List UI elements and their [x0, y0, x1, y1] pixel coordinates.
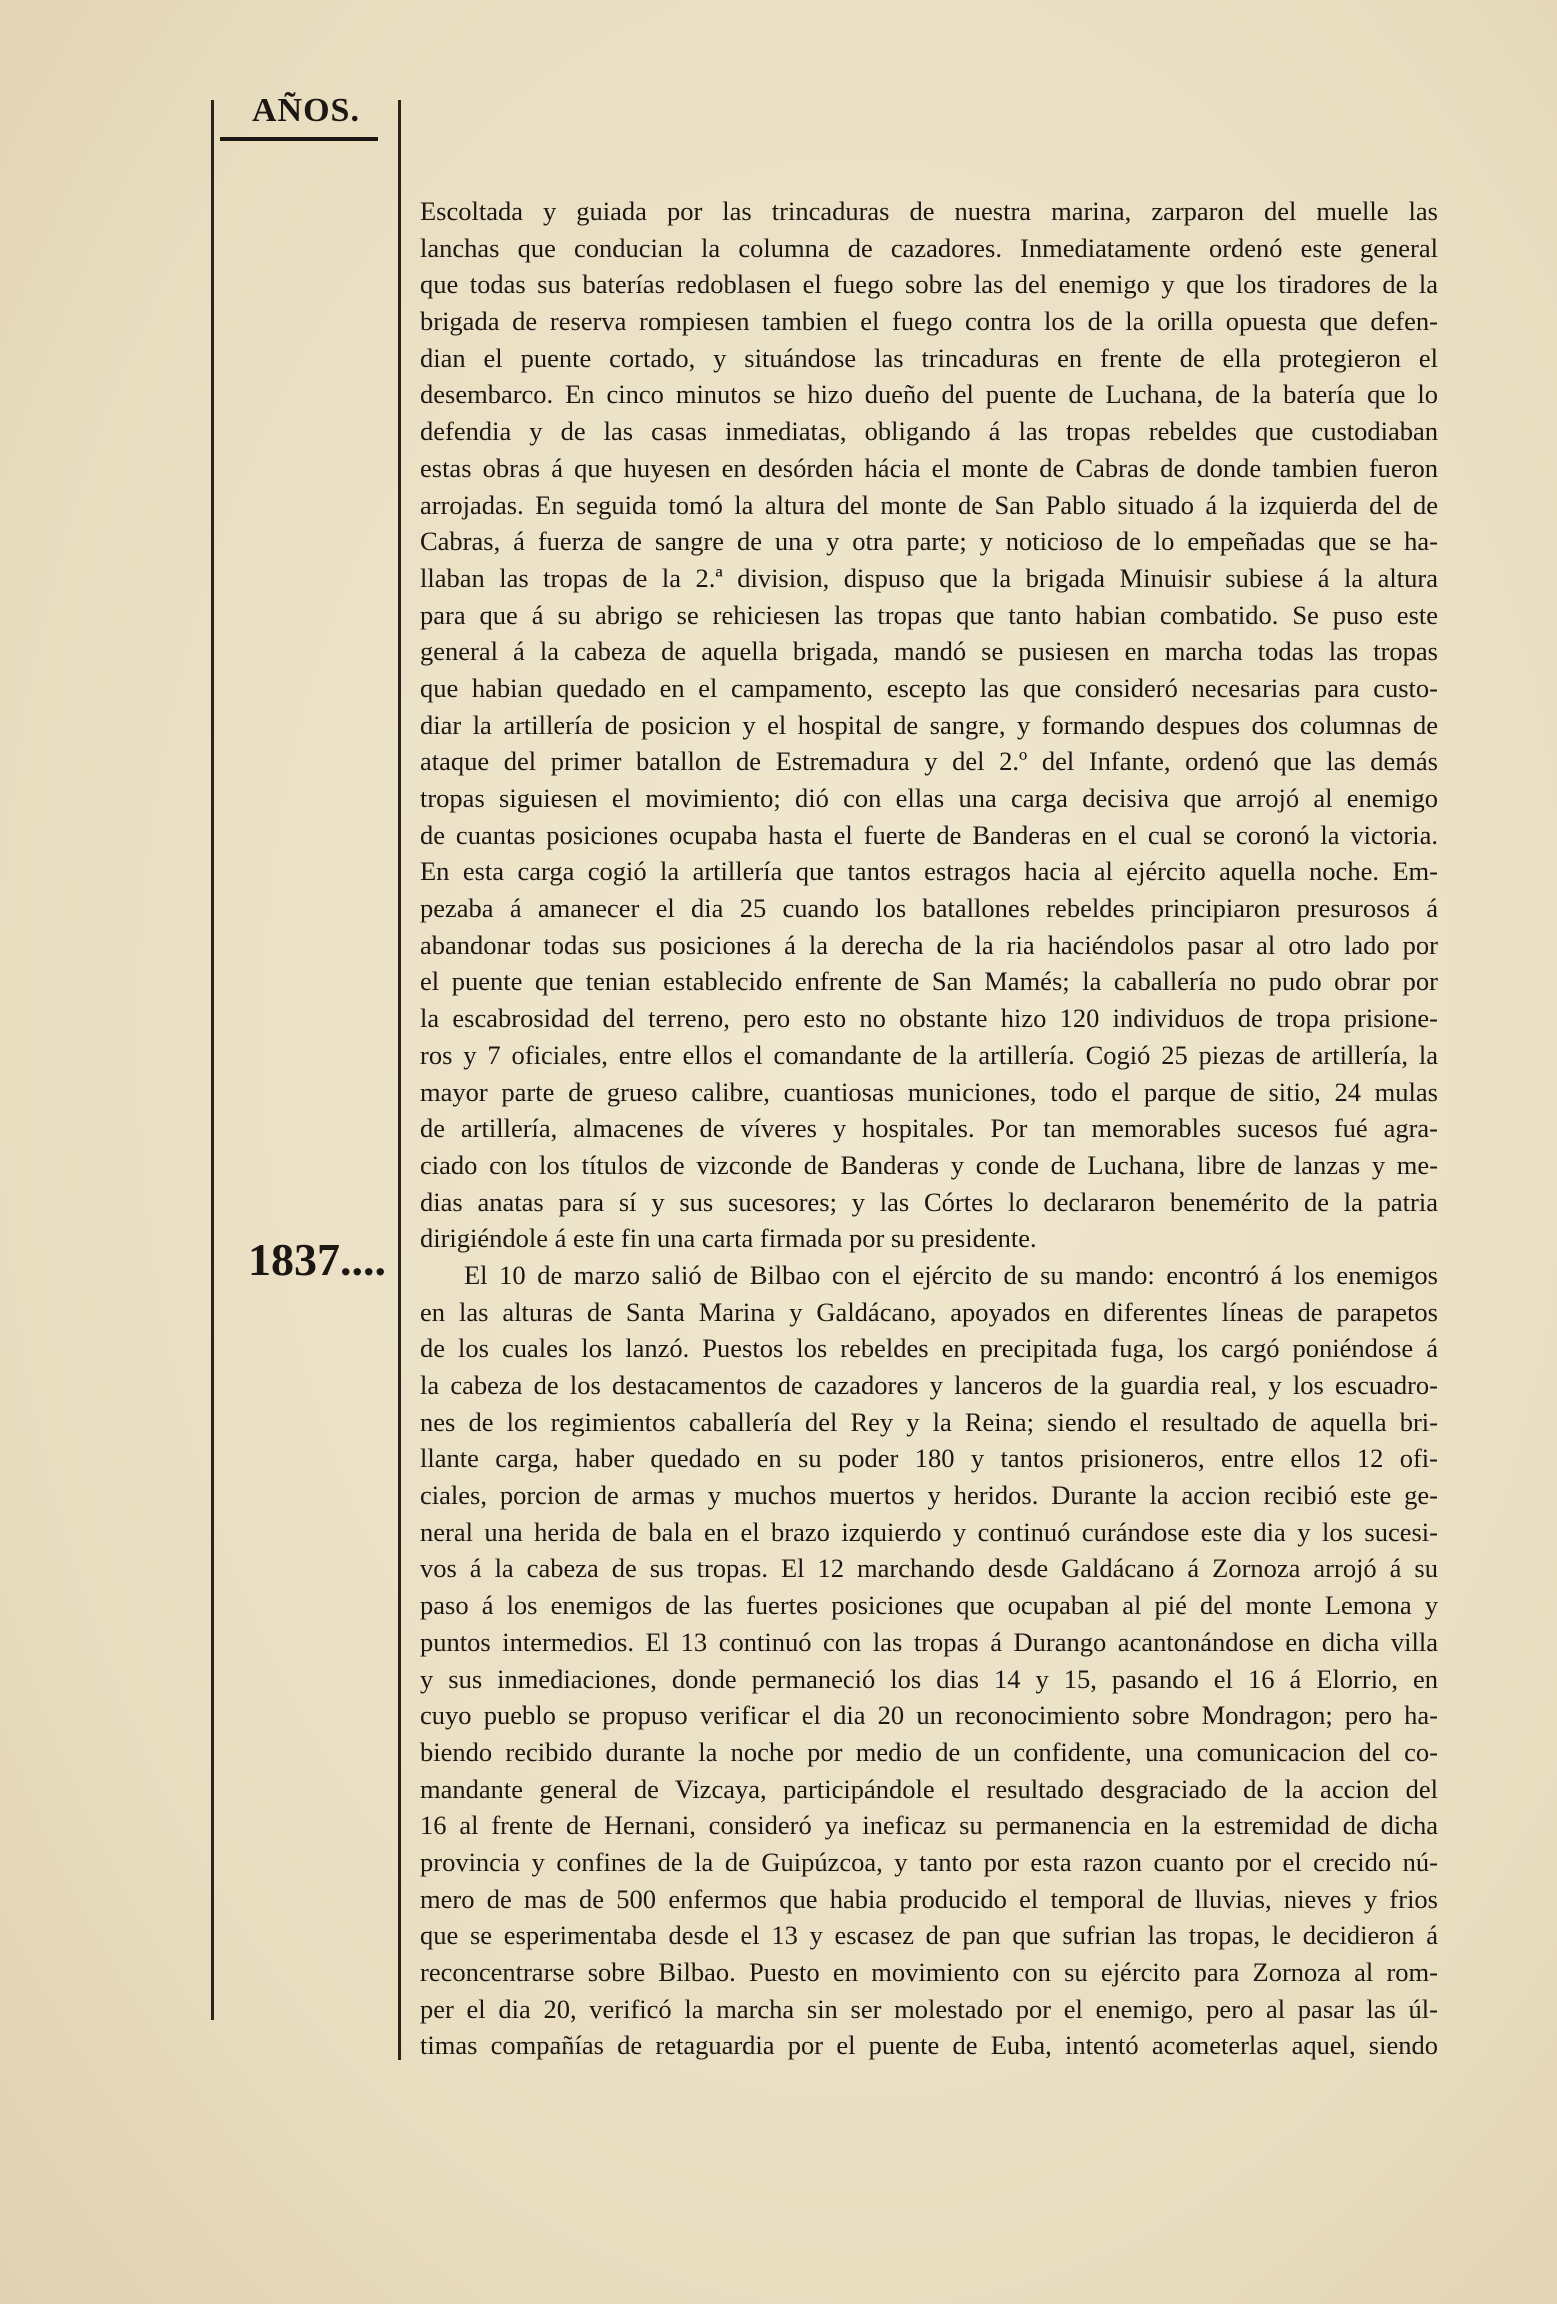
- text-line: pezaba á amanecer el dia 25 cuando los batallones rebeldes principiaron presurosos á: [420, 893, 1438, 924]
- text-line: estas obras á que huyesen en desórden hácia el monte de Cabras de donde tambien fueron: [420, 452, 1438, 483]
- text-line: reconcentrarse sobre Bilbao. Puesto en movimiento con su ejército para Zornoza al rom-: [420, 1957, 1438, 1987]
- body-text: [420, 193, 1438, 2064]
- heading-underline: [220, 137, 378, 141]
- text-line: paso á los enemigos de las fuertes posiciones que ocupaban al pié del monte Lemona y: [420, 1590, 1438, 1621]
- text-line: lanchas que conducian la columna de cazadores. Inmediatamente ordenó este general: [420, 232, 1438, 263]
- text-line: general á la cabeza de aquella brigada, mandó se pusiesen en marcha todas las tropas: [420, 636, 1438, 667]
- text-line: desembarco. En cinco minutos se hizo dueño del puente de Luchana, de la batería que lo: [420, 379, 1438, 410]
- text-line: Cabras, á fuerza de sangre de una y otra parte; y noticioso de lo empeñadas que se ha-: [420, 526, 1438, 557]
- text-line: de cuantas posiciones ocupaba hasta el fuerte de Banderas en el cual se coronó la victoria.: [420, 819, 1438, 850]
- text-line: Escoltada y guiada por las trincaduras de nuestra marina, zarparon del muelle las: [420, 196, 1438, 226]
- text-line: dian el puente cortado, y situándose las trincaduras en frente de ella protegieron el: [420, 342, 1438, 373]
- text-line: ataque del primer batallon de Estremadura y del 2.º del Infante, ordenó que las demás: [420, 746, 1438, 777]
- text-line: El 10 de marzo salió de Bilbao con el ejército de su mando: encontró á los enemigos: [464, 1259, 1438, 1290]
- text-line: puntos intermedios. El 13 continuó con las tropas á Durango acantonándose en dicha villa: [420, 1626, 1438, 1657]
- text-line: per el dia 20, verificó la marcha sin ser molestado por el enemigo, pero al pasar las úl-: [420, 1993, 1438, 2024]
- text-line: timas compañías de retaguardia por el puente de Euba, intentó acometerlas aquel, siendo: [420, 2030, 1438, 2061]
- text-line: que todas sus baterías redoblasen el fuego sobre las del enemigo y que los tiradores de la: [420, 269, 1438, 300]
- text-line: mero de mas de 500 enfermos que habia producido el temporal de lluvias, nieves y frios: [420, 1883, 1438, 1914]
- text-line: En esta carga cogió la artillería que tantos estragos hacia al ejército aquella noche. Em-: [420, 856, 1438, 887]
- text-line: de los cuales los lanzó. Puestos los rebeldes en precipitada fuga, los cargó poniéndose á: [420, 1333, 1438, 1364]
- left-margin-rule: [211, 100, 214, 2020]
- text-line: ciales, porcion de armas y muchos muertos y heridos. Durante la accion recibió este ge-: [420, 1480, 1438, 1511]
- text-line: 16 al frente de Hernani, consideró ya ineficaz su permanencia en la estremidad de dicha: [420, 1810, 1438, 1841]
- text-line: el puente que tenian establecido enfrente de San Mamés; la caballería no pudo obrar por: [420, 966, 1438, 997]
- text-line: vos á la cabeza de sus tropas. El 12 marchando desde Galdácano á Zornoza arrojó á su: [420, 1553, 1438, 1584]
- text-line: de artillería, almacenes de víveres y hospitales. Por tan memorables sucesos fué agra-: [420, 1113, 1438, 1144]
- text-line: en las alturas de Santa Marina y Galdácano, apoyados en diferentes líneas de parapetos: [420, 1296, 1438, 1327]
- text-line: la cabeza de los destacamentos de cazadores y lanceros de la guardia real, y los escuadro-: [420, 1370, 1438, 1400]
- text-line: arrojadas. En seguida tomó la altura del monte de San Pablo situado á la izquierda del de: [420, 489, 1438, 520]
- text-line: ciado con los títulos de vizconde de Banderas y conde de Luchana, libre de lanzas y me-: [420, 1149, 1438, 1180]
- text-line: nes de los regimientos caballería del Rey y la Reina; siendo el resultado de aquella bri-: [420, 1406, 1438, 1437]
- text-line: que se esperimentaba desde el 13 y escasez de pan que sufrian las tropas, le decidieron á: [420, 1920, 1438, 1951]
- text-line: tropas siguiesen el movimiento; dió con ellas una carga decisiva que arrojó al enemigo: [420, 783, 1438, 813]
- text-line: brigada de reserva rompiesen tambien el fuego contra los de la orilla opuesta que defen-: [420, 306, 1438, 337]
- text-line: defendia y de las casas inmediatas, obligando á las tropas rebeldes que custodiaban: [420, 416, 1438, 447]
- text-line: neral una herida de bala en el brazo izquierdo y continuó curándose este dia y los sucesi-: [420, 1516, 1438, 1547]
- text-line: para que á su abrigo se rehiciesen las tropas que tanto habian combatido. Se puso este: [420, 599, 1438, 630]
- text-line: mandante general de Vizcaya, participándole el resultado desgraciado de la accion del: [420, 1773, 1438, 1804]
- text-line: llaban las tropas de la 2.ª division, dispuso que la brigada Minuisir subiese á la altura: [420, 562, 1438, 593]
- text-line: cuyo pueblo se propuso verificar el dia 20 un reconocimiento sobre Mondragon; pero ha-: [420, 1700, 1438, 1731]
- text-line: mayor parte de grueso calibre, cuantiosas municiones, todo el parque de sitio, 24 mulas: [420, 1076, 1438, 1107]
- column-divider-rule: [398, 100, 401, 2060]
- text-line: que habian quedado en el campamento, escepto las que consideró necesarias para custo-: [420, 672, 1438, 703]
- text-line: dirigiéndole á este fin una carta firmada por su presidente.: [420, 1223, 1037, 1254]
- margin-year: 1837....: [248, 1234, 386, 1285]
- text-line: abandonar todas sus posiciones á la derecha de la ria haciéndolos pasar al otro lado por: [420, 929, 1438, 960]
- text-line: llante carga, haber quedado en su poder 180 y tantos prisioneros, entre ellos 12 ofi-: [420, 1443, 1438, 1474]
- text-line: ros y 7 oficiales, entre ellos el comandante de la artillería. Cogió 25 piezas de artillería, la: [420, 1039, 1438, 1070]
- text-line: y sus inmediaciones, donde permaneció los dias 14 y 15, pasando el 16 á Elorrio, en: [420, 1663, 1438, 1694]
- text-line: provincia y confines de la de Guipúzcoa, y tanto por esta razon cuanto por el crecido nú-: [420, 1846, 1438, 1877]
- text-line: dias anatas para sí y sus sucesores; y las Córtes lo declararon benemérito de la patria: [420, 1186, 1438, 1217]
- text-line: la escabrosidad del terreno, pero esto no obstante hizo 120 individuos de tropa prisione-: [420, 1003, 1438, 1034]
- text-line: diar la artillería de posicion y el hospital de sangre, y formando despues dos columnas de: [420, 709, 1438, 740]
- text-line: biendo recibido durante la noche por medio de un confidente, una comunicacion del co-: [420, 1736, 1438, 1767]
- section-title: AÑOS.: [252, 92, 360, 129]
